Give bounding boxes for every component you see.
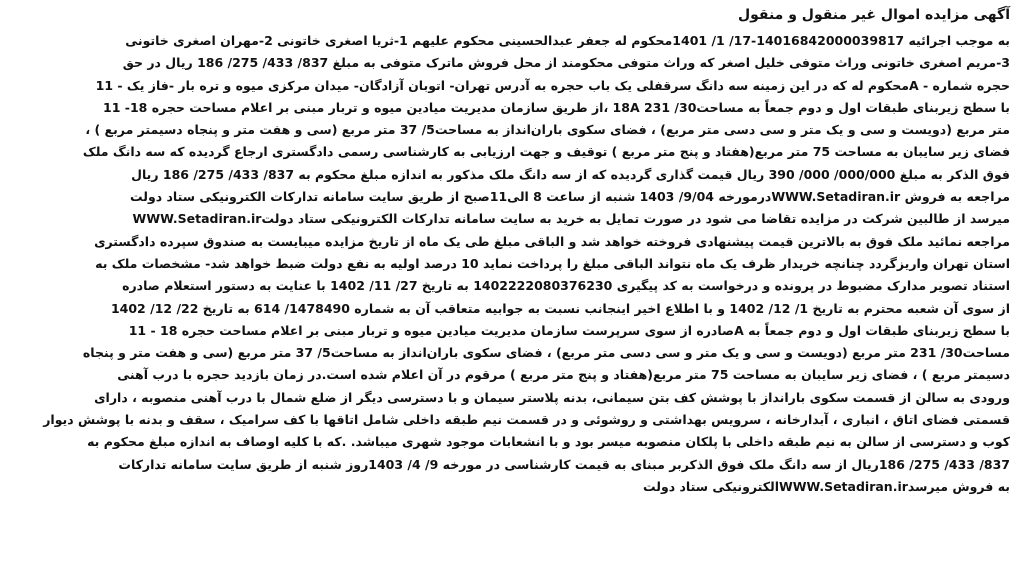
notice-line: متر مربع (دویست و سی و یک متر و سی دسی متر مربع) ، فضای سکوی باران‌انداز به مساحت5/ 37 متر مربع (سی و هفت متر و پنجاه دسیمتر مربع ) ، [85,122,1010,138]
notice-title: آگهی مزایده اموال غیر منقول و منقول [737,7,1010,23]
notice-line: استان تهران واریزگردد چنانچه خریدار ظرف یک ماه نتواند الباقی مبلغ را پرداخت نماید 10 درصد اولیه به نفع دولت ضبط خواهد شد- مشخصات ملک به [95,255,1010,271]
notice-line: فوق الذکر به مبلغ 000/000/ 000/ 390 ریال قیمت گذاری گردیده که از سه دانگ ملک مذکور به اندازه مبلغ محکوم به 837/ 433/ 275/ 186 ریال [131,166,1010,182]
notice-line: WWW.Setadiran.irمیرسد از طالبین شرکت در مزایده تقاضا می شود در صورت تمایل به خرید به سایت سامانه تدارکات الکترونیکی ستاد دولت [132,211,1010,227]
notice-line: با سطح زیربنای طبقات اول و دوم جمعاً به Aصادره از سوی سرپرست سازمان مدیریت میادین میوه و تربار مبنی بر اعلام مساحت حجره 18 - 11 [128,322,1010,338]
notice-line: به فروش میرسدWWW.Setadiran.irالکترونیکی ستاد دولت [643,478,1010,494]
notice-line: فضای زیر سایبان به مساحت 75 متر مربع(هفتاد و پنج متر مربع ) توقیف و جهت ارزیابی به کارشناسی رسمی دادگستری ارجاع گردیده که سه دانگ ملک [82,144,1010,160]
notice-line: از سوی آن شعبه محترم به تاریخ 1/ 12/ 1402 و با اطلاع اخیر اینجانب نسبت به جوابیه متعاقب آن به شماره 1478490/ 614 به تاریخ 22/ 12/ 1402 [110,300,1010,316]
notice-line: با سطح زیربنای طبقات اول و دوم جمعاً به مساحت30/ 231 18A ،از طریق سازمان مدیریت میادین میوه و تربار مبنی بر اعلام مساحت حجره 18- 11 [103,99,1010,115]
notice-line: 3-مریم اصغری خاتونی وراث متوفی خلیل اصغر که وراث متوفی محکومند از محل فروش ماترک متوفی به مبلغ 837/ 433/ 275/ 186 ریال در حق [122,55,1010,71]
notice-line: کوب و دسترسی از سالن به نیم طبقه داخلی با پلکان منصوبه میسر بود و با انشعابات موجود شهری میباشد. .که با کلیه اوصاف به اندازه مبلغ محکوم به [87,434,1010,450]
notice-line: به موجب اجرائیه 14016842000039817-17/ 1/ 1401محکوم له جعفر عبدالحسینی محکوم علیهم 1-ثریا اصغری خاتونی 2-مهران اصغری خاتونی [125,33,1010,48]
notice-line: 837/ 433/ 275/ 186ریال از سه دانگ ملک فوق الذکربر مبنای به قیمت کارشناسی در مورخه 9/ 4/ 1403روز شنبه از طریق سایت سامانه تدارکات [118,456,1010,472]
notice-line: ورودی به سالن از قسمت سکوی بارانداز با پوشش کف بتن سیمانی، بدنه پلاستر سیمان و با دسترسی دیگر از ضلع شمال با درب آهنی منصوبه ، دارای [94,389,1010,405]
notice-body [14,30,1010,498]
notice-line: قسمتی فضای اتاق ، انباری ، آبدارخانه ، سرویس بهداشتی و روشوئی و در قسمت نیم طبقه داخلی شامل اتاقها با کف سرامیک ، سقف و بدنه با پوشش دیوار [43,412,1010,428]
notice-line: استناد تصویر مدارک مضبوط در پرونده و درخواست به کد پیگیری 1402222080376230 به تاریخ 27/ 11/ 1402 با عنایت به دستور استعلام صادره [122,278,1010,294]
notice-line: مراجعه به فروش WWW.Setadiran.irدرمورخه 9/04/ 1403 شنبه از ساعت 8 الی11صبح از طریق سایت سامانه تدارکات الکترونیکی ستاد دولت [130,189,1010,205]
notice-line: دسیمتر مربع ) ، فضای زیر سایبان به مساحت 75 متر مربع(هفتاد و پنج متر مربع ) مرقوم در آن اعلام شده است.در زمان بازدید حجره با درب آهنی [117,367,1010,383]
notice-line: مراجعه نمائید ملک فوق به بالاترین قیمت پیشنهادی فروخته خواهد شد و الباقی مبلغ طی یک ماه از تاریخ مزایده میبایست به صندوق سپرده دادگستری [94,233,1010,249]
notice-line: حجره شماره - Aمحکوم له که در این زمینه سه دانگ سرقفلی یک باب حجره به آدرس تهران- اتوبان آزادگان- میدان مرکزی میوه و تره بار -فاز یک - 11 [95,77,1010,93]
notice-line: مساحت30/ 231 متر مربع (دویست و سی و یک متر و سی دسی متر مربع) ، فضای سکوی باران‌انداز به مساحت5/ 37 متر مربع (سی و هفت متر و پنجاه [82,345,1010,361]
